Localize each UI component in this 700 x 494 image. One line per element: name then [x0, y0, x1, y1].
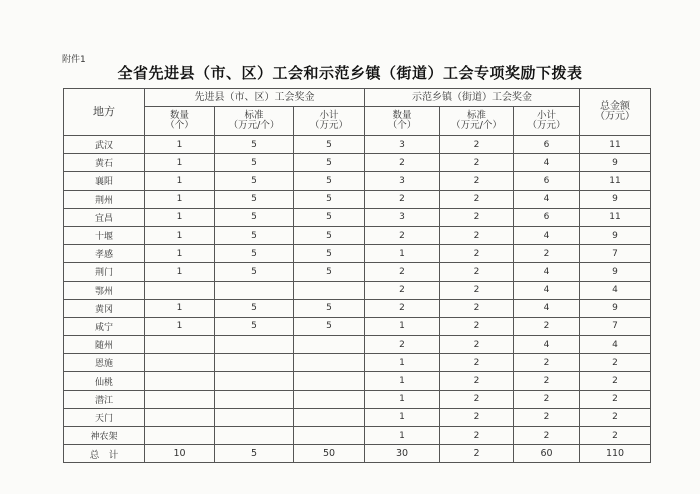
- cell-t-std: 2: [440, 190, 514, 208]
- cell-region: 鄂州: [64, 281, 145, 299]
- award-table: [63, 88, 651, 463]
- cell-t-sub: 6: [514, 208, 580, 226]
- cell-c-std: [215, 336, 294, 354]
- cell-total: 2: [580, 408, 651, 426]
- header-total-unit: （万元）: [595, 111, 636, 122]
- cell-c-qty: [145, 281, 215, 299]
- cell-t-qty: 1: [365, 317, 440, 335]
- header-town-std-label: 标准: [467, 110, 487, 121]
- header-town-qty-unit: （个）: [387, 120, 417, 131]
- header-town-qty: [365, 107, 440, 136]
- cell-c-std: [215, 372, 294, 390]
- cell-c-qty: 1: [145, 226, 215, 244]
- table-body: [64, 136, 651, 463]
- header-county-sub-label: 小计: [319, 110, 339, 121]
- cell-region: 咸宁: [64, 317, 145, 335]
- table-row: [64, 154, 651, 172]
- document-title: 全省先进县（市、区）工会和示范乡镇（街道）工会专项奖励下拨表: [117, 64, 583, 82]
- cell-t-sub: 2: [514, 408, 580, 426]
- cell-total: 2: [580, 372, 651, 390]
- table-row: [64, 208, 651, 226]
- cell-region: 天门: [64, 408, 145, 426]
- table-row: [64, 299, 651, 317]
- cell-t-std: 2: [440, 136, 514, 154]
- cell-c-sub: 5: [294, 226, 365, 244]
- header-town-qty-label: 数量: [392, 110, 412, 121]
- cell-total: 2: [580, 354, 651, 372]
- cell-t-std: 2: [440, 226, 514, 244]
- cell-total: 2: [580, 390, 651, 408]
- table-row: [64, 245, 651, 263]
- cell-t-sub: 4: [514, 336, 580, 354]
- cell-c-qty: 1: [145, 299, 215, 317]
- table-row: [64, 354, 651, 372]
- cell-c-qty: 1: [145, 190, 215, 208]
- cell-total: 4: [580, 336, 651, 354]
- header-county-qty: [145, 107, 215, 136]
- cell-c-sub: [294, 336, 365, 354]
- cell-t-std: 2: [440, 154, 514, 172]
- cell-total: 9: [580, 299, 651, 317]
- table-row: [64, 317, 651, 335]
- cell-total: 9: [580, 226, 651, 244]
- cell-c-std: 5: [215, 208, 294, 226]
- cell-c-qty: [145, 427, 215, 445]
- cell-c-std: 5: [215, 263, 294, 281]
- cell-t-sub: 2: [514, 317, 580, 335]
- header-group-town: 示范乡镇（街道）工会奖金: [365, 89, 580, 107]
- cell-total: 9: [580, 190, 651, 208]
- table-row: [64, 136, 651, 154]
- cell-c-qty: [145, 390, 215, 408]
- header-region: 地方: [64, 89, 145, 136]
- cell-region: 黄冈: [64, 299, 145, 317]
- cell-c-sub: 5: [294, 263, 365, 281]
- cell-t-sub: 4: [514, 190, 580, 208]
- cell-c-sub: 5: [294, 245, 365, 263]
- cell-c-std: 5: [215, 299, 294, 317]
- cell-c-qty: [145, 372, 215, 390]
- cell-region: 武汉: [64, 136, 145, 154]
- cell-total: 2: [580, 427, 651, 445]
- cell-t-qty: 1: [365, 245, 440, 263]
- cell-t-qty: 2: [365, 263, 440, 281]
- cell-c-sub: [294, 427, 365, 445]
- header-county-std-label: 标准: [244, 110, 264, 121]
- cell-region: 潜江: [64, 390, 145, 408]
- cell-t-std: 2: [440, 317, 514, 335]
- header-county-sub-unit: （万元）: [310, 120, 349, 131]
- cell-t-qty: 1: [365, 372, 440, 390]
- cell-t-sub: 4: [514, 154, 580, 172]
- cell-c-sub: [294, 372, 365, 390]
- cell-t-sub: 6: [514, 172, 580, 190]
- cell-t-std: 2: [440, 427, 514, 445]
- cell-c-qty: [145, 336, 215, 354]
- cell-c-std: 5: [215, 190, 294, 208]
- header-town-sub: [514, 107, 580, 136]
- cell-c-sub: [294, 390, 365, 408]
- cell-t-qty: 1: [365, 408, 440, 426]
- cell-region: 荆州: [64, 190, 145, 208]
- attachment-label: 附件1: [62, 55, 86, 65]
- cell-region: 孝感: [64, 245, 145, 263]
- cell-t-std: 2: [440, 299, 514, 317]
- table-row: [64, 390, 651, 408]
- cell-total: 9: [580, 263, 651, 281]
- summary-c-std: 5: [215, 445, 294, 463]
- cell-t-qty: 1: [365, 390, 440, 408]
- cell-c-qty: 1: [145, 208, 215, 226]
- cell-c-sub: 5: [294, 172, 365, 190]
- cell-t-sub: 4: [514, 263, 580, 281]
- cell-t-qty: 2: [365, 299, 440, 317]
- cell-total: 4: [580, 281, 651, 299]
- header-town-sub-unit: （万元）: [527, 120, 566, 131]
- cell-t-std: 2: [440, 281, 514, 299]
- cell-t-std: 2: [440, 372, 514, 390]
- cell-c-std: 5: [215, 172, 294, 190]
- cell-region: 随州: [64, 336, 145, 354]
- cell-t-qty: 3: [365, 172, 440, 190]
- cell-t-qty: 2: [365, 154, 440, 172]
- cell-c-qty: [145, 354, 215, 372]
- table-row: [64, 190, 651, 208]
- cell-t-sub: 2: [514, 245, 580, 263]
- cell-t-qty: 2: [365, 281, 440, 299]
- summary-total: 110: [580, 445, 651, 463]
- cell-c-sub: [294, 408, 365, 426]
- summary-t-std: 2: [440, 445, 514, 463]
- header-town-std-unit: （万元/个）: [451, 120, 502, 131]
- cell-total: 7: [580, 317, 651, 335]
- cell-t-std: 2: [440, 390, 514, 408]
- header-county-qty-label: 数量: [169, 110, 189, 121]
- header-total-label: 总金额: [600, 101, 631, 112]
- cell-t-qty: 2: [365, 190, 440, 208]
- header-county-sub: [294, 107, 365, 136]
- cell-total: 11: [580, 172, 651, 190]
- cell-c-sub: 5: [294, 299, 365, 317]
- cell-t-sub: 2: [514, 390, 580, 408]
- cell-t-sub: 4: [514, 226, 580, 244]
- cell-c-sub: 5: [294, 190, 365, 208]
- cell-c-sub: [294, 281, 365, 299]
- cell-c-qty: [145, 408, 215, 426]
- table-row: [64, 263, 651, 281]
- cell-t-qty: 3: [365, 136, 440, 154]
- cell-t-sub: 4: [514, 281, 580, 299]
- cell-total: 9: [580, 154, 651, 172]
- cell-c-sub: 5: [294, 154, 365, 172]
- cell-t-std: 2: [440, 354, 514, 372]
- cell-c-std: [215, 390, 294, 408]
- cell-region: 恩施: [64, 354, 145, 372]
- cell-c-sub: 5: [294, 317, 365, 335]
- cell-c-std: 5: [215, 317, 294, 335]
- cell-t-std: 2: [440, 208, 514, 226]
- cell-total: 11: [580, 136, 651, 154]
- table-row: [64, 372, 651, 390]
- summary-c-sub: 50: [294, 445, 365, 463]
- cell-t-std: 2: [440, 263, 514, 281]
- cell-c-qty: 1: [145, 172, 215, 190]
- cell-t-sub: 2: [514, 427, 580, 445]
- header-county-qty-unit: （个）: [165, 120, 194, 131]
- header-county-std: [215, 107, 294, 136]
- cell-region: 十堰: [64, 226, 145, 244]
- summary-row: [64, 445, 651, 463]
- cell-region: 神农架: [64, 427, 145, 445]
- cell-region: 襄阳: [64, 172, 145, 190]
- cell-t-qty: 1: [365, 354, 440, 372]
- cell-t-sub: 4: [514, 299, 580, 317]
- cell-region: 黄石: [64, 154, 145, 172]
- summary-c-qty: 10: [145, 445, 215, 463]
- cell-t-qty: 1: [365, 427, 440, 445]
- cell-c-qty: 1: [145, 136, 215, 154]
- cell-t-std: 2: [440, 336, 514, 354]
- cell-t-std: 2: [440, 245, 514, 263]
- table-row: [64, 336, 651, 354]
- cell-t-qty: 3: [365, 208, 440, 226]
- table-row: [64, 408, 651, 426]
- table-row: [64, 427, 651, 445]
- cell-c-std: [215, 354, 294, 372]
- summary-region: 总 计: [64, 445, 145, 463]
- cell-t-sub: 2: [514, 354, 580, 372]
- cell-c-sub: 5: [294, 136, 365, 154]
- cell-t-sub: 2: [514, 372, 580, 390]
- cell-c-std: 5: [215, 226, 294, 244]
- cell-c-std: 5: [215, 245, 294, 263]
- cell-c-std: [215, 408, 294, 426]
- cell-region: 宜昌: [64, 208, 145, 226]
- cell-t-std: 2: [440, 408, 514, 426]
- cell-c-qty: 1: [145, 245, 215, 263]
- cell-total: 7: [580, 245, 651, 263]
- table-row: [64, 281, 651, 299]
- cell-c-sub: 5: [294, 208, 365, 226]
- header-town-std: [440, 107, 514, 136]
- header-total: [580, 89, 651, 136]
- cell-region: 荆门: [64, 263, 145, 281]
- cell-c-qty: 1: [145, 263, 215, 281]
- table-row: [64, 226, 651, 244]
- cell-region: 仙桃: [64, 372, 145, 390]
- cell-t-sub: 6: [514, 136, 580, 154]
- cell-c-std: [215, 427, 294, 445]
- cell-total: 11: [580, 208, 651, 226]
- header-group-county: 先进县（市、区）工会奖金: [145, 89, 365, 107]
- cell-c-sub: [294, 354, 365, 372]
- header-town-sub-label: 小计: [537, 110, 557, 121]
- cell-c-std: 5: [215, 154, 294, 172]
- cell-c-std: [215, 281, 294, 299]
- cell-t-qty: 2: [365, 226, 440, 244]
- cell-t-std: 2: [440, 172, 514, 190]
- header-county-std-unit: （万元/个）: [228, 120, 280, 131]
- cell-c-std: 5: [215, 136, 294, 154]
- table-row: [64, 172, 651, 190]
- summary-t-qty: 30: [365, 445, 440, 463]
- summary-t-sub: 60: [514, 445, 580, 463]
- cell-t-qty: 2: [365, 336, 440, 354]
- cell-c-qty: 1: [145, 317, 215, 335]
- cell-c-qty: 1: [145, 154, 215, 172]
